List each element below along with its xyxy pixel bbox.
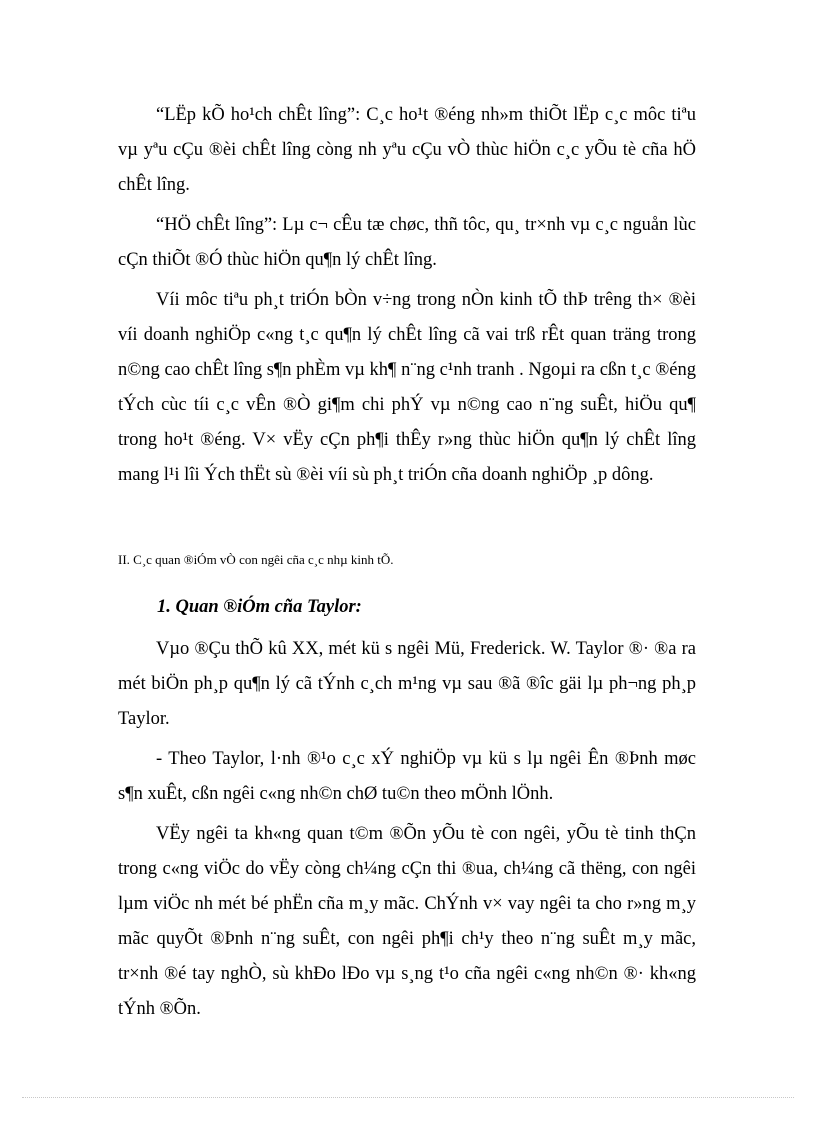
paragraph-ke-hoach-chat-luong xyxy=(118,98,696,203)
paragraph-text: “HÖ chÊt lîng”: Lµ c¬ cÊu tæ chøc, thñ tôc, qu¸ tr×nh vµ c¸c nguån lùc cÇn thiÕt ®Ó thùc hiÖn qu¶n lý chÊt lîng. xyxy=(118,215,696,270)
paragraph-he-chat-luong xyxy=(118,208,696,278)
paragraph-con-nguoi xyxy=(118,817,696,1027)
paragraph-text: VËy ngêi ta kh«ng quan t©m ®Õn yÕu tè con ngêi, yÕu tè tinh thÇn trong c«ng viÖc do vËy còng ch¼ng cÇn thi ®ua, ch¼ng cã thëng, con ngêi lµm viÖc nh mét bé phËn cña m¸y mãc. ChÝnh v× vay ngêi ta cho r»ng m¸y mãc quyÕt ®Þnh n¨ng suÊt, con ngêi ph¶i ch¹y theo n¨ng suÊt m¸y mãc, tr×nh ®é tay nghÒ, sù khÐo lÐo vµ s¸ng t¹o cña ngêi c«ng nh©n ®· kh«ng tÝnh ®Õn. xyxy=(118,824,696,1019)
page-bottom-divider xyxy=(22,1097,794,1098)
section-heading: II. C¸c quan ®iÓm vÒ con ngêi cña c¸c nhµ kinh tÕ. xyxy=(118,552,394,567)
paragraph-text: Vµo ®Çu thÕ kû XX, mét kü s ngêi Mü, Frederick. W. Taylor ®· ®a ra mét biÖn ph¸p qu¶n lý cã tÝnh c¸ch m¹ng vµ sau ®ã ®îc gäi lµ ph¬ng ph¸p Taylor. xyxy=(118,639,696,729)
paragraph-muc-tieu xyxy=(118,283,696,493)
paragraph-text: “LËp kÕ ho¹ch chÊt lîng”: C¸c ho¹t ®éng nh»m thiÕt lËp c¸c môc tiªu vµ yªu cÇu ®èi chÊt lîng còng nh yªu cÇu vÒ thùc hiÖn c¸c yÕu tè cña hÖ chÊt lîng. xyxy=(118,105,696,195)
paragraph-text: - Theo Taylor, l·nh ®¹o c¸c xÝ nghiÖp vµ kü s lµ ngêi Ên ®Þnh møc s¶n xuÊt, cßn ngêi c«ng nh©n chØ tu©n theo mÖnh lÖnh. xyxy=(118,749,696,804)
paragraph-taylor-theo xyxy=(118,742,696,812)
subsection-heading: 1. Quan ®iÓm cña Taylor: xyxy=(157,597,362,617)
paragraph-text: Víi môc tiªu ph¸t triÓn bÒn v÷ng trong nÒn kinh tÕ thÞ trêng th× ®èi víi doanh nghiÖp c«ng t¸c qu¶n lý chÊt lîng cã vai trß rÊt quan träng trong n©ng cao chÊt lîng s¶n phÈm vµ kh¶ n¨ng c¹nh tranh . Ngoµi ra cßn t¸c ®éng tÝch cùc tíi c¸c vÊn ®Ò gi¶m chi phÝ vµ n©ng cao n¨ng suÊt, hiÖu qu¶ trong ho¹t ®éng. V× vËy cÇn ph¶i thÊy r»ng thùc hiÖn qu¶n lý chÊt lîng mang l¹i lîi Ých thËt sù ®èi víi sù ph¸t triÓn cña doanh nghiÖp ¸p dông. xyxy=(118,290,696,485)
paragraph-taylor-intro xyxy=(118,632,696,737)
